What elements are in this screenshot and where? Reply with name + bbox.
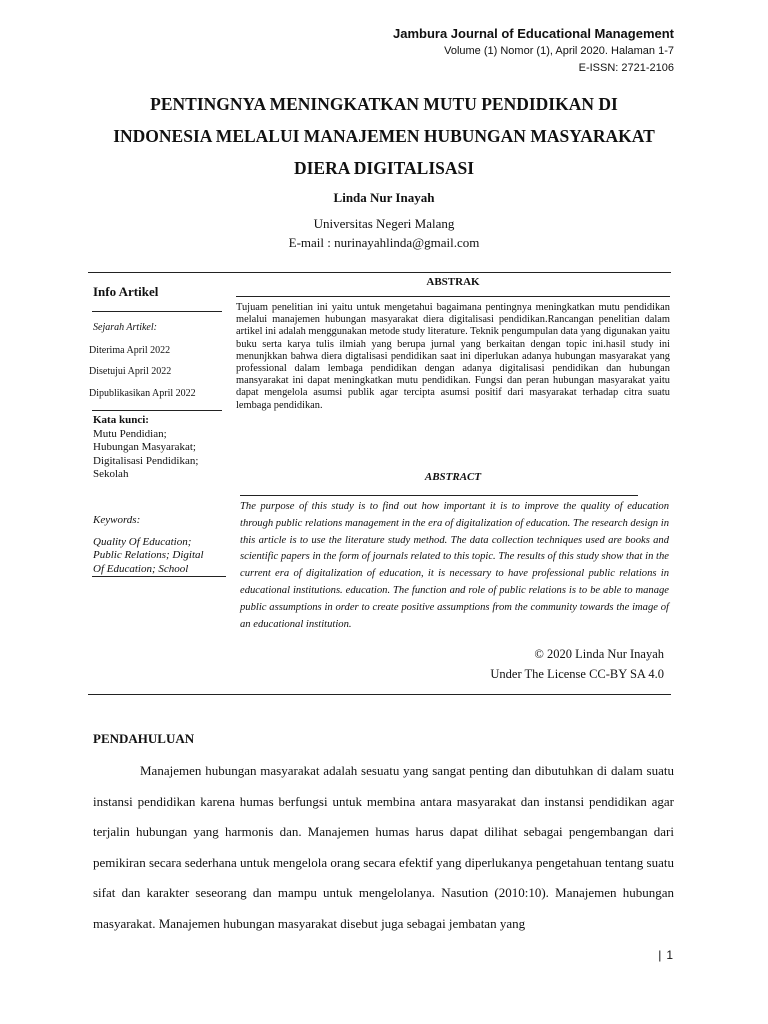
affiliation: Universitas Negeri Malang	[313, 216, 455, 231]
journal-header	[393, 24, 674, 77]
article-title	[80, 88, 688, 184]
history-label: Sejarah Artikel:	[93, 322, 157, 333]
page-number-value: 1	[666, 948, 673, 962]
abstrak-rule	[236, 296, 670, 297]
author-email: E-mail : nurinayahlinda@gmail.com	[288, 235, 480, 250]
journal-name: Jambura Journal of Educational Management	[393, 26, 674, 41]
received-date: Diterima April 2022	[89, 345, 171, 356]
title-line: DIERA DIGITALISASI	[293, 158, 475, 178]
keywords-item: Quality Of Education;	[93, 535, 192, 548]
info-artikel-heading: Info Artikel	[93, 284, 159, 299]
keywords-block	[93, 514, 204, 576]
kata-kunci-item: Digitalisasi Pendidikan;	[93, 454, 199, 467]
page-separator: |	[658, 948, 662, 962]
abstract-text: The purpose of this study is to find out how important it is to improve the quality of education through public relations management in the era of digitalization of education. The research design in this article is to use the literature study method. The data collection techniques used are books and scientific papers in the form of journals related to this topic. The results of this study show that in the current era of digitalization of education, it is necessary to have professional public relations in educational institutions. education. The function and role of public relations is to be able to manage public assumptions in order to create positive assumptions from the community towards the image of an educational institution.	[240, 501, 669, 630]
keywords-item: Of Education; School	[93, 562, 189, 575]
info-divider	[92, 311, 222, 312]
author-name: Linda Nur Inayah	[333, 190, 435, 205]
kata-kunci-item: Hubungan Masyarakat;	[93, 441, 196, 453]
keywords-divider	[92, 410, 222, 411]
kata-kunci-block	[93, 414, 198, 482]
title-line: PENTINGNYA MENINGKATKAN MUTU PENDIDIKAN DI	[150, 94, 618, 114]
kata-kunci-item: Mutu Pendidian;	[93, 427, 167, 440]
keywords-item: Public Relations; Digital	[93, 549, 204, 561]
copyright-block	[490, 644, 664, 684]
journal-volume: Volume (1) Nomor (1), April 2020. Halaman 1-7	[444, 45, 674, 57]
license-line: Under The License CC-BY SA 4.0	[490, 667, 664, 681]
abstrak-heading: ABSTRAK	[426, 276, 480, 288]
title-line: INDONESIA MELALUI MANAJEMEN HUBUNGAN MASYARAKAT	[113, 126, 655, 146]
bottom-rule	[88, 694, 671, 695]
section-heading: PENDAHULUAN	[93, 731, 195, 746]
kata-kunci-item: Sekolah	[93, 468, 129, 480]
abstrak-text: Tujuam penelitian ini yaitu untuk mengetahui bagaimana pentingnya meningkatkan mutu pendidikan melalui manajemen hubungan masyarakat diera digitalisasi pendidikan.Rancangan penelitian dalam artikel ini adalah menggunakan metode study literature. Teknik pengumpulan data yang digunakan yaitu buku serta karya tulis ilmiah yang berupa jurnal yang berkaitan dengan topic ini.hasil study ini menunjkkan bahwa diera digtalisasi pendidikan saat ini diperlukan adanya hubungan masyarakat yang professional dalam lembaga pendidikan dengan adanya digitalisasi pendidikan dan hubungan mansyarakat ini dapat meningkatkan mutu pendidikan. Fungsi dan peran hubungan masyarakat yaitu dapat mengelola asumsi publik agar tercipta asumsi positif dari masyarakat terhadap citra suatu lembaga pendidikan.	[236, 302, 670, 411]
kata-kunci-label: Kata kunci:	[93, 414, 149, 426]
published-date: Dipublikasikan April 2022	[89, 388, 196, 399]
abstract-heading: ABSTRACT	[424, 471, 482, 483]
page-number	[658, 948, 673, 962]
top-rule	[88, 272, 671, 273]
intro-paragraph: Manajemen hubungan masyarakat adalah sesuatu yang sangat penting dan dibutuhkan di dalam suatu instansi pendidikan karena humas berfungsi untuk membina antara masyarakat dan instansi pendidikan agar terjalin hubungan yang harmonis dan. Manajemen humas harus dapat dilihat sebagai pengembangan dari pemikiran secara sederhana untuk mengelola orang secara efektif yang diperlukanya pengetahuan tentang suatu sifat dan karakter seseorang dan mampu untuk mengelolanya. Nasution (2010:10). Manajemen hubungan masyarakat. Manajemen hubungan masyarakat disebut juga sebagai jembatan yang	[93, 763, 674, 931]
abstract-rule	[240, 495, 638, 496]
keywords-end-rule	[92, 576, 226, 577]
journal-issn: E-ISSN: 2721-2106	[578, 62, 674, 74]
keywords-label: Keywords:	[93, 514, 141, 526]
approved-date: Disetujui April 2022	[89, 366, 172, 377]
author-affiliation	[0, 214, 768, 252]
copyright-line: © 2020 Linda Nur Inayah	[534, 647, 664, 661]
